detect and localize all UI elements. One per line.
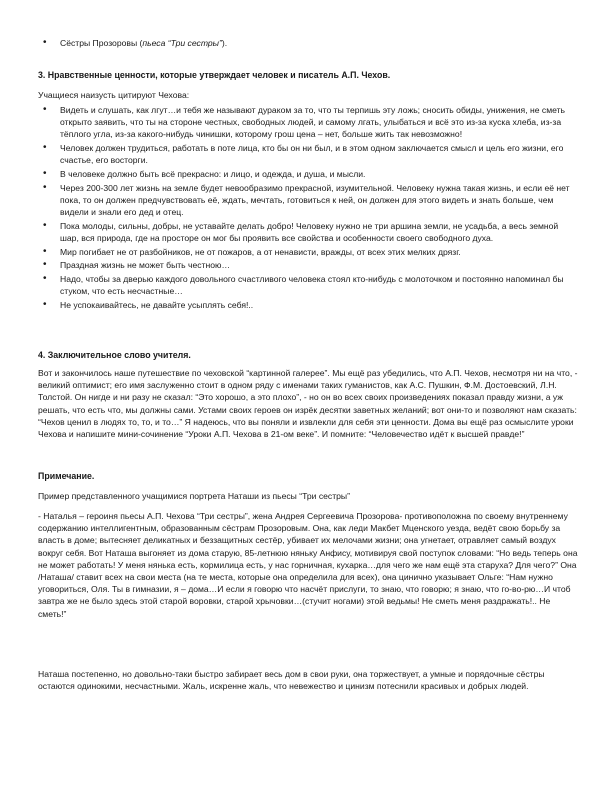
list-item: • Надо, чтобы за дверью каждого довольного счастливого человека стоял кто-нибудь с молоточком и постоянно напоминал бы стуком, что есть несчастные…: [38, 273, 578, 297]
note-heading: Примечание.: [38, 471, 95, 481]
list-item: • Праздная жизнь не может быть честною…: [38, 259, 578, 271]
bullet-suffix: ).: [221, 38, 228, 48]
quotes-list: [38, 104, 578, 313]
bullet-list-plays: [38, 37, 578, 51]
list-item: [38, 37, 578, 49]
bullet-text: Сёстры Прозоровы (: [60, 38, 143, 48]
section-4-heading: 4. Заключительное слово учителя.: [38, 350, 191, 360]
bullet-italic-text: пьеса “Три сестры”: [142, 38, 222, 48]
section-4-text: Вот и закончилось наше путешествие по чеховской “картинной галерее”. Мы ещё раз убедились, что А.П. Чехов, несмотря ни на что, - великий оптимист; его имя заслуженно стоит в одном ряду с именами таких гуманистов, как А.С. Пушкин, Ф.М. Достоевский, Л.Н. Толстой. Он нигде и ни разу не сказал: “Это хорошо, а это плохо”, - но он во всех своих произведениях показал правду жизни, а уж решать, что есть что, мы должны сами. Устами своих героев он изрёк десятки заветных желаний; вот они-то и позволяют нам сказать: “Чехов ценил в людях то, то, и то…” Я надеюсь, что вы поняли и извлекли для себя эти ценности. Дома вы ещё раз осмыслите уроки Чехова и напишите мини-сочинение “Уроки А.П. Чехова в 21-ом веке”. И помните: “Человечество идёт к высшей правде!”: [38, 368, 578, 440]
list-item: • Мир погибает не от разбойников, не от пожаров, а от ненависти, вражды, от всех этих мелких дрязг.: [38, 246, 578, 258]
list-item: • Не успокаивайтесь, не давайте усыплять себя!..: [38, 299, 578, 311]
list-item: • Через 200-300 лет жизнь на земле будет невообразимо прекрасной, изумительной. Человеку нужна такая жизнь, и если её нет пока, то он должен предчувствовать её, ждать, мечтать, готовиться к ней, он должен для этого видеть и знать больше, чем видели и знали его дед и отец.: [38, 182, 578, 219]
list-item: • Человек должен трудиться, работать в поте лица, кто бы он ни был, и в этом одном заключается смысл и цель его жизни, его счастье, его восторги.: [38, 142, 578, 166]
note-intro: Пример представленного учащимися портрета Наташи из пьесы “Три сестры”: [38, 491, 350, 501]
section-3-intro: Учащиеся наизусть цитируют Чехова:: [38, 90, 190, 100]
note-paragraph-1: - Наталья – героиня пьесы А.П. Чехова “Три сестры”, жена Андрея Сергеевича Прозорова- противоположна по своему внутреннему содержанию интеллигентным, образованным сёстрам Прозоровым. Она, как леди Макбет Мценского уезда, ведёт свою борьбу за власть в доме; вытесняет деликатных и беззащитных сестёр, убивает их мелочами жизни; она угнетает, отравляет самый воздух вокруг себя. Вот Наташа выгоняет из дома старую, 85-летнюю няньку Анфису, мотивируя свой поступок словами: “Но ведь теперь она не может работать! У меня нянька есть, кормилица есть, у нас горничная, кухарка…для чего же нам ещё эта старуха? Для чего?” Она /Наташа/ ставит всех на свои места (на те места, которые она определила для всех), она цинично указывает Ольге: “Нам нужно уговориться, Оля. Ты в гимназии, я – дома…И если я говорю что насчёт прислуги, то знаю, что говорю; я знаю, что го-во-рю…И чтоб завтра же не было здесь этой старой воровки, старой хрычовки…(стучит ногами) этой ведьмы! Не сметь меня раздражать!.. Не сметь!”: [38, 511, 578, 619]
section-3-heading: 3. Нравственные ценности, которые утверждает человек и писатель А.П. Чехов.: [38, 70, 391, 80]
note-paragraph-2: Наташа постепенно, но довольно-таки быстро забирает весь дом в свои руки, она торжествует, а умные и порядочные сёстры остаются одинокими, несчастными. Жаль, искренне жаль, что невежество и цинизм потеснили красивых и добрых людей.: [38, 669, 545, 692]
list-item: • В человеке должно быть всё прекрасно: и лицо, и одежда, и душа, и мысли.: [38, 168, 578, 180]
list-item: • Пока молоды, сильны, добры, не уставайте делать добро! Человеку нужно не три аршина земли, не усадьба, а весь земной шар, вся природа, где на просторе он мог бы проявить все свойства и особенности своего свободного духа.: [38, 220, 578, 244]
list-item: • Видеть и слушать, как лгут…и тебя же называют дураком за то, что ты терпишь эту ложь; сносить обиды, унижения, не сметь открыто заявить, что ты на стороне честных, свободных людей, и самому лгать, улыбаться и всё это из-за куска хлеба, из-за тёплого угла, из-за какого-нибудь чинишки, которому грош цена – нет, больше жить так невозможно!: [38, 104, 578, 141]
